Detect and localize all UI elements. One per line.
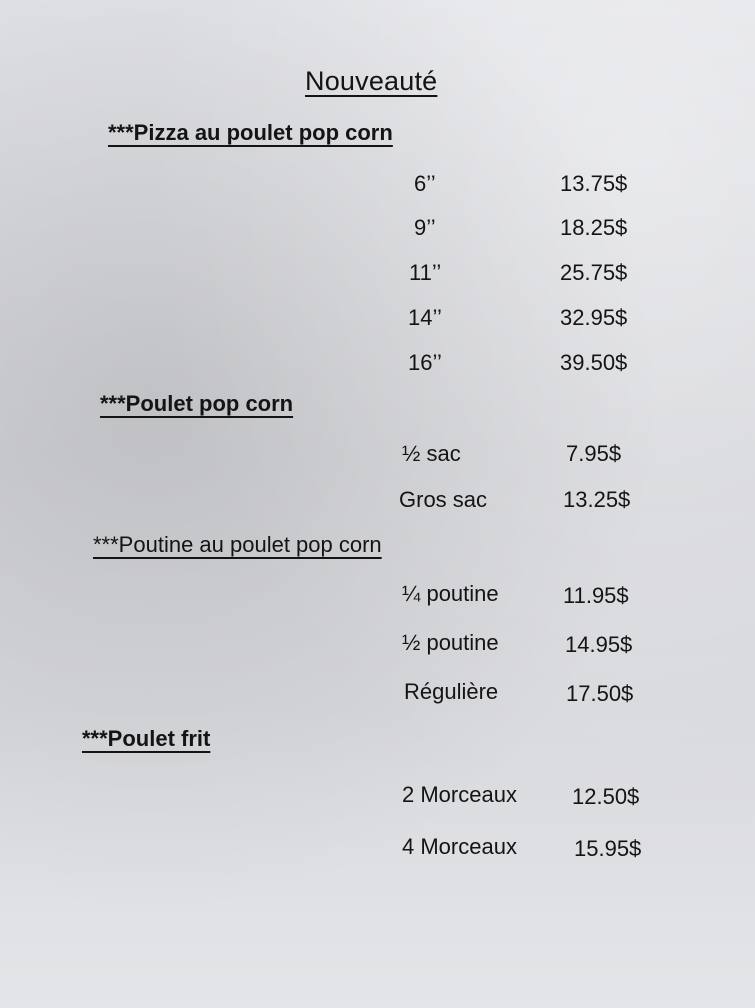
menu-item-label: Gros sac xyxy=(399,487,488,512)
menu-item-label: 16’’ xyxy=(408,350,442,375)
menu-item-label: ½ poutine xyxy=(402,630,499,655)
menu-item-label: 2 Morceaux xyxy=(402,782,517,807)
menu-item-price: 12.50$ xyxy=(572,784,640,809)
menu-item-price: 32.95$ xyxy=(560,305,628,330)
menu-item-label: ¼ poutine xyxy=(402,581,499,606)
menu-item-price: 15.95$ xyxy=(574,836,642,861)
section-heading-poutine: ***Poutine au poulet pop corn xyxy=(93,532,382,557)
menu-item-price: 25.75$ xyxy=(560,260,628,285)
page-title: Nouveauté xyxy=(305,66,438,96)
menu-item-price: 14.95$ xyxy=(565,632,633,657)
menu-item-price: 13.25$ xyxy=(563,487,631,512)
menu-item-label: 14’’ xyxy=(408,305,442,330)
menu-item-price: 13.75$ xyxy=(560,171,628,196)
section-heading-pizza: ***Pizza au poulet pop corn xyxy=(108,120,393,145)
menu-item-label: 4 Morceaux xyxy=(402,834,517,859)
menu-item-label: ½ sac xyxy=(402,441,461,466)
menu-item-price: 7.95$ xyxy=(566,441,622,466)
section-heading-poulet-frit: ***Poulet frit xyxy=(82,726,211,751)
menu-item-price: 39.50$ xyxy=(560,350,628,375)
menu-item-label: 11’’ xyxy=(409,260,442,285)
section-heading-poulet-pop-corn: ***Poulet pop corn xyxy=(100,391,294,416)
menu-item-price: 17.50$ xyxy=(566,681,634,706)
menu-item-label: 6’’ xyxy=(414,171,436,196)
menu-item-price: 11.95$ xyxy=(563,583,629,608)
menu-item-label: Régulière xyxy=(404,679,499,704)
menu-item-label: 9’’ xyxy=(414,215,436,240)
menu-item-price: 18.25$ xyxy=(560,215,628,240)
